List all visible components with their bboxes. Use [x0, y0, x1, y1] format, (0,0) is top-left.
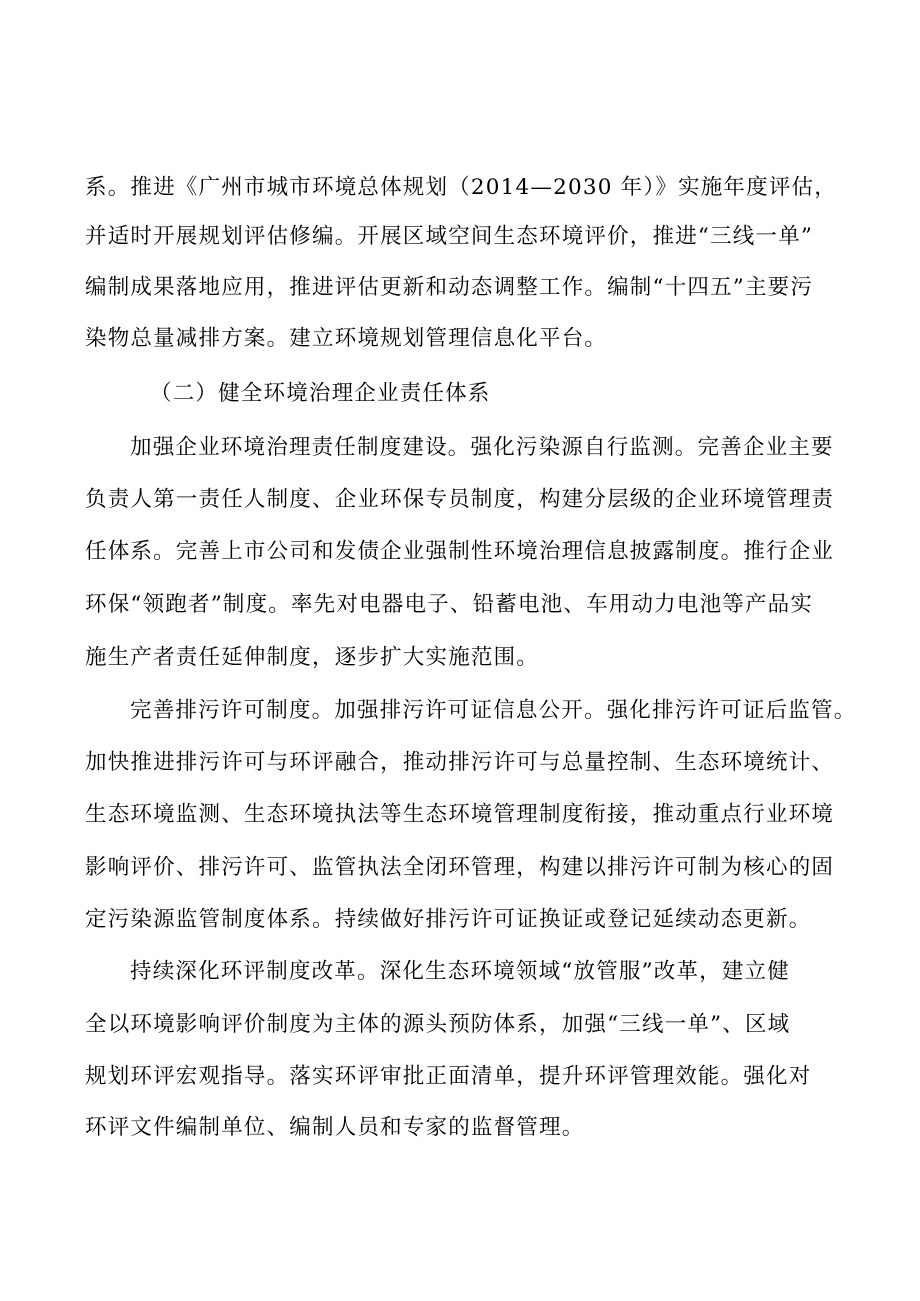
paragraph-line: 规划环评宏观指导。落实环评审批正面清单，提升环评管理效能。强化对 [85, 1064, 812, 1089]
section-heading: （二）健全环境治理企业责任体系 [150, 381, 491, 406]
paragraph-line: 施生产者责任延伸制度，逐步扩大实施范围。 [85, 645, 540, 670]
paragraph-line: 编制成果落地应用，推进评估更新和动态调整工作。编制“十四五”主要污 [85, 275, 814, 300]
paragraph-line: 持续深化环评制度改革。深化生态环境领域“放管服”改革，建立健 [130, 959, 790, 984]
paragraph-line: 影响评价、排污许可、监管执法全闭环管理，构建以排污许可制为核心的固 [85, 855, 835, 880]
paragraph-line: 生态环境监测、生态环境执法等生态环境管理制度衔接，推动重点行业环境 [85, 802, 835, 827]
paragraph-line: 定污染源监管制度体系。持续做好排污许可证换证或登记延续动态更新。 [85, 907, 812, 932]
paragraph-line: 完善排污许可制度。加强排污许可证信息公开。强化排污许可证后监管。 [130, 698, 857, 723]
paragraph-line: 环保“领跑者”制度。率先对电器电子、铅蓄电池、车用动力电池等产品实 [85, 592, 814, 617]
paragraph-line: 系。推进《广州市城市环境总体规划（2014—2030 年）》实施年度评估， [85, 175, 837, 200]
paragraph-line: 全以环境影响评价制度为主体的源头预防体系，加强“三线一单”、区域 [85, 1012, 791, 1037]
paragraph-line: 环评文件编制单位、编制人员和专家的监督管理。 [85, 1115, 585, 1140]
paragraph-line: 加强企业环境治理责任制度建设。强化污染源自行监测。完善企业主要 [130, 435, 834, 460]
paragraph-line: 染物总量减排方案。建立环境规划管理信息化平台。 [85, 326, 608, 351]
paragraph-line: 任体系。完善上市公司和发债企业强制性环境治理信息披露制度。推行企业 [85, 539, 835, 564]
paragraph-line: 负责人第一责任人制度、企业环保专员制度，构建分层级的企业环境管理责 [85, 487, 835, 512]
paragraph-line: 并适时开展规划评估修编。开展区域空间生态环境评价，推进“三线一单” [85, 224, 814, 249]
paragraph-line: 加快推进排污许可与环评融合，推动排污许可与总量控制、生态环境统计、 [85, 750, 835, 775]
